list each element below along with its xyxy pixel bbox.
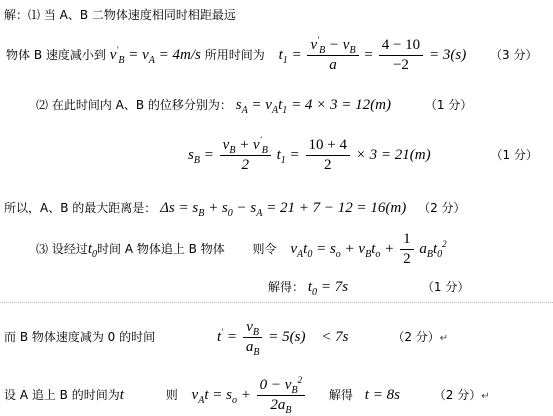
line-b-decelerate: 物体 B 速度减小到 $v'_B = v_A = 4m/s$ 所用时间为 $t_1$ = $\frac{v'_B - v_B}{a}$ = $\frac{4 - 10}{-2}$ = 3(s) （3 分） xyxy=(6,35,538,73)
formula-vb-prime: $v'_B = v_A$ xyxy=(109,45,155,66)
line4-result: × 3 = 21(m) xyxy=(355,147,431,163)
score-1c: （1 分） xyxy=(421,280,470,294)
line-b-stop-time xyxy=(4,319,449,358)
line2-result: = 3(s) xyxy=(429,47,467,63)
line8-text: 而 B 物体速度减为 0 的时间 xyxy=(4,330,156,344)
line2-suffix: 所用时间为 xyxy=(204,48,265,62)
score-1b: （1 分） xyxy=(490,148,538,162)
line8-eq: = 5(s) xyxy=(268,329,306,345)
score-1a: （1 分） xyxy=(424,98,473,112)
score-2a: （2 分） xyxy=(418,201,466,215)
line-max-distance xyxy=(4,200,466,219)
line-a-catch-time: 设 A 追上 B 的时间为t 则 $v_At = s_o$ + $\frac{0 - v_B^2}{2a_B}$ 解得 t = 8s （2 分）↵ xyxy=(4,375,490,416)
formula-sb: $s_B$ = xyxy=(188,147,214,166)
formula-t1: $t_1$ = xyxy=(278,47,302,66)
return-mark-1: ↵ xyxy=(439,333,449,344)
formula-catch-up: $v_At_0 = s_o + v_Bt_o$ + xyxy=(290,241,395,260)
line5-eq: = 21 + 7 − 12 = 16(m) xyxy=(266,200,407,216)
divider xyxy=(0,302,553,303)
score-3: （3 分） xyxy=(490,48,538,62)
formula-t-prime: t′ = xyxy=(216,327,237,345)
line6-text: ⑶ 设经过 xyxy=(36,242,88,256)
formula-sa: $s_A = v_At_1$ xyxy=(235,97,288,116)
line9-text: 设 A 追上 B 的时间为 xyxy=(4,388,120,402)
fraction-t1-numeric: $\frac{4 - 10}{-2}$ xyxy=(379,38,423,73)
formula-a-catch: $v_At = s_o$ + xyxy=(191,387,251,406)
fraction-t1-symbolic: $\frac{v'_B - v_B}{a}$ xyxy=(307,38,358,73)
line-catch-up: ⑶ 设经过$t_0$时间 A 物体追上 B 物体 则令 $v_At_0 = s_o + v_Bt_o$ + $\frac{1}{2}$ $a_Bt_0^2$ xyxy=(36,231,447,267)
line6-then: 则令 xyxy=(252,242,277,256)
line7-label: 解得： xyxy=(268,280,305,294)
line3-eq: = 4 × 3 = 12(m) xyxy=(291,97,392,113)
formula-t: t xyxy=(364,387,369,403)
line-solve-t0 xyxy=(268,279,470,298)
score-2b: （2 分） xyxy=(392,330,440,344)
fraction-vb-ab: $\frac{v_B}{a_B}$ xyxy=(243,320,263,355)
fraction-vb-squared: $\frac{0 - v_B^2}{2a_B}$ xyxy=(257,378,305,413)
line2-eq: = 4m/s xyxy=(158,47,201,63)
line6-text2: 时间 A 物体追上 B 物体 xyxy=(97,242,225,256)
fraction-sb-numeric: $\frac{10 + 4}{2}$ xyxy=(306,138,350,173)
return-mark-2: ↵ xyxy=(481,391,490,402)
solution-heading: 解：⑴ 当 A、B 二物体速度相同时相距最远 xyxy=(4,8,236,22)
line5-text: 所以，A、B 的最大距离是： xyxy=(4,201,157,215)
score-2c: （2 分） xyxy=(433,388,482,402)
formula-t0: $t_0$ xyxy=(307,279,318,298)
line3-text: ⑵ 在此时间内 A、B 的位移分别为： xyxy=(36,98,232,112)
line7-eq: = 7s xyxy=(320,279,349,295)
line9-label: 解得 xyxy=(328,388,353,402)
line9-then: 则 xyxy=(165,388,178,402)
line8-cmp: < 7s xyxy=(321,329,349,345)
line-displacement-a xyxy=(36,97,473,116)
line9-eq: = 8s xyxy=(372,387,400,403)
line2-prefix: 物体 B 速度减小到 xyxy=(6,48,106,62)
formula-delta-s: $\Delta s = s_B + s_0 - s_A$ xyxy=(160,200,263,219)
fraction-sb-symbolic: $\frac{v_B + v'_B}{2}$ xyxy=(220,138,271,173)
fraction-one-half: $\frac{1}{2}$ xyxy=(400,232,414,267)
line-displacement-b: $s_B$ = $\frac{v_B + v'_B}{2}$ $t_1$ = $\frac{10 + 4}{2}$ × 3 = 21(m) （1 分） xyxy=(188,135,538,173)
